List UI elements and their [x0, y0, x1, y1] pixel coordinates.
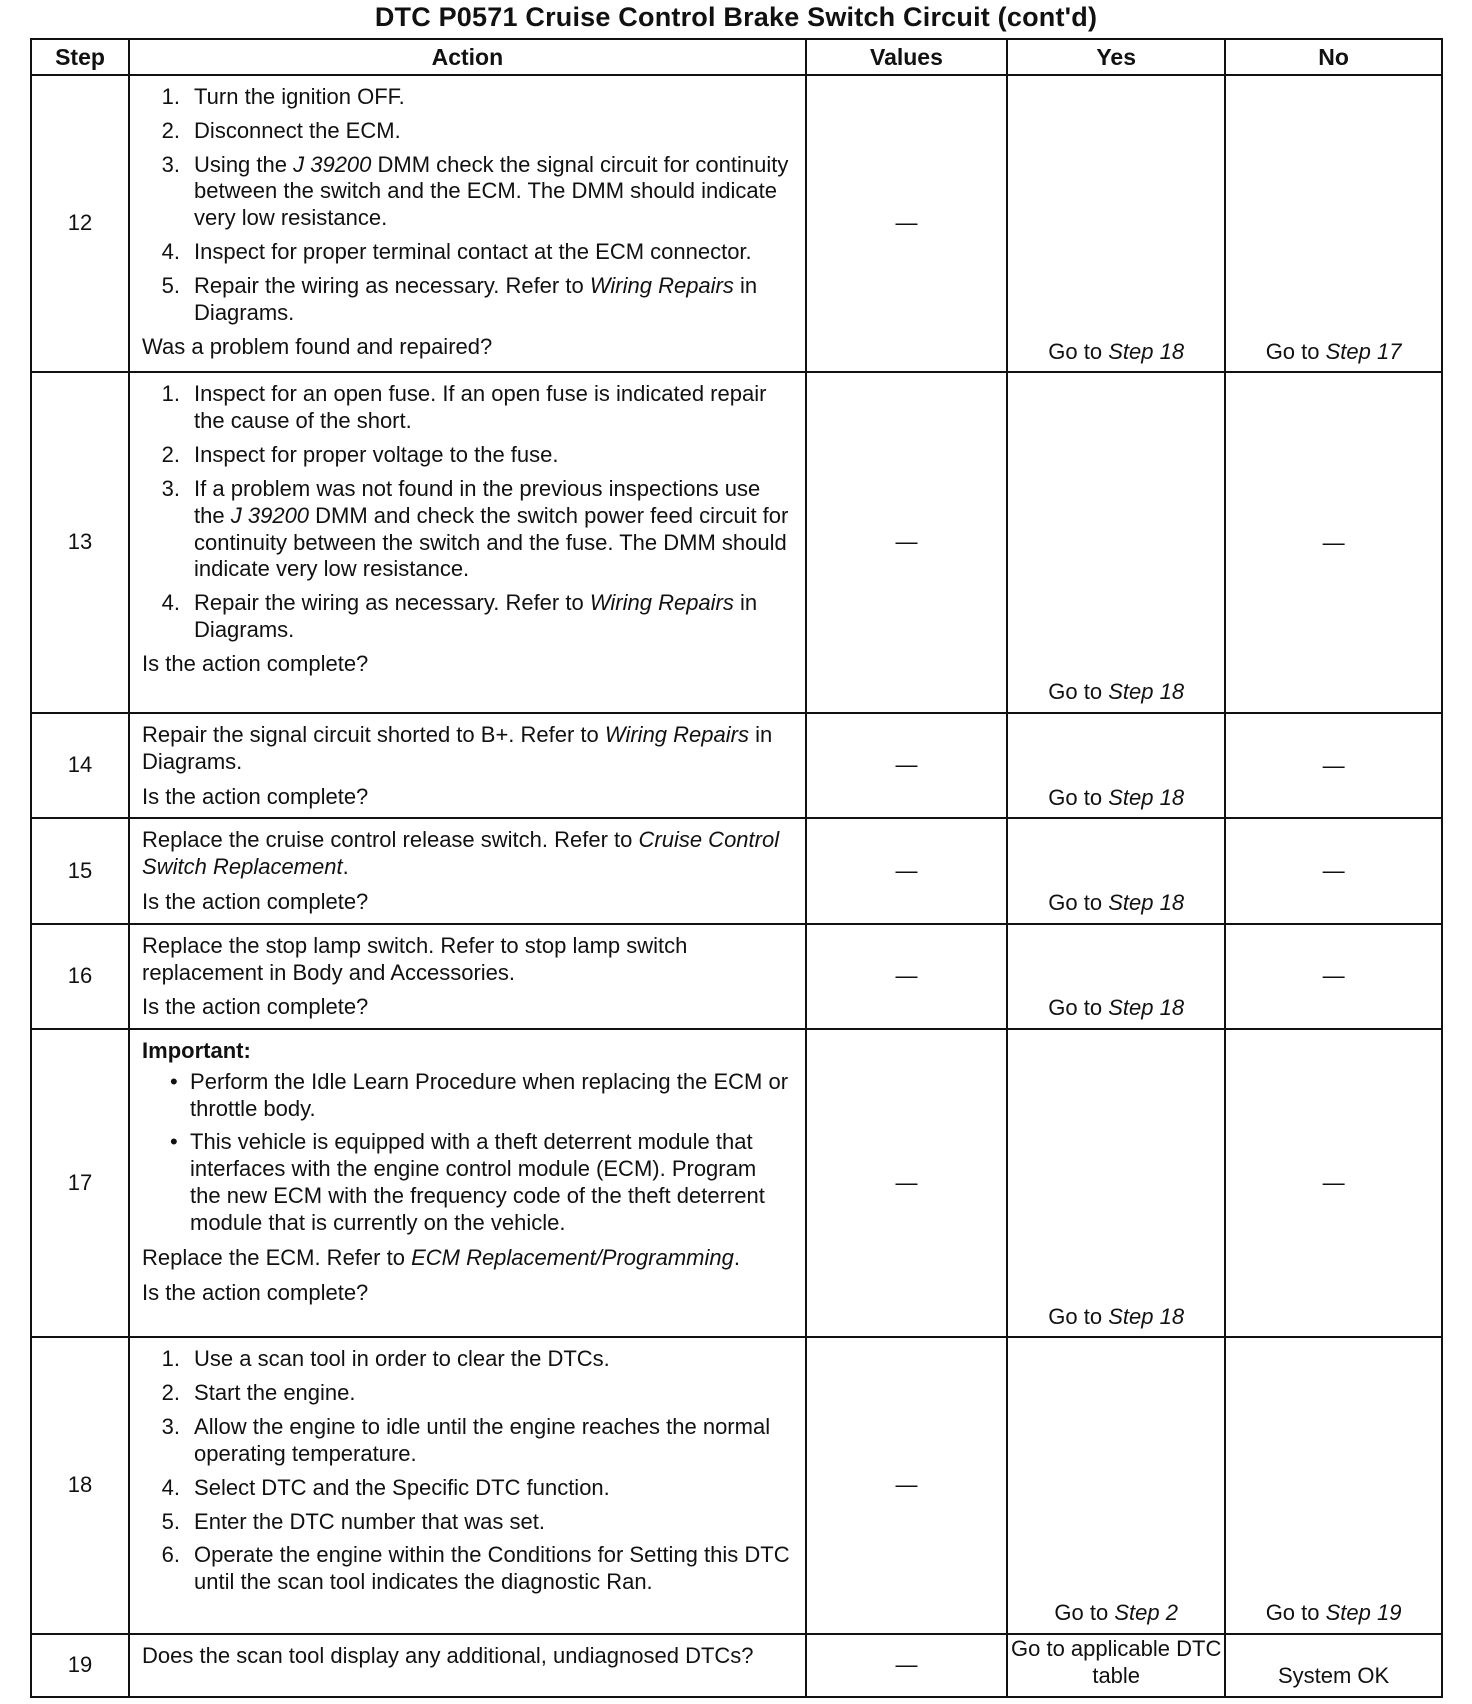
values-cell: — [806, 372, 1008, 713]
yes-cell: Go to Step 18 [1007, 75, 1225, 372]
action-cell: Important: • Perform the Idle Learn Procedure when replacing the ECM or throttle body. • This vehicle is equipped with a theft deterrent module that interfaces with the engine control module (ECM). Program the new ECM with the frequency code of the theft deterrent module that is currently on the vehicle. Replace the ECM. Refer to ECM Replacement/Programming. Is the action complete? [129, 1029, 806, 1337]
no-cell: Go to Step 19 [1225, 1337, 1442, 1633]
table-row [31, 818, 1442, 923]
header-yes: Yes [1007, 39, 1225, 75]
values-cell: — [806, 1029, 1008, 1337]
step-number: 18 [31, 1337, 129, 1633]
table-row [31, 1029, 1442, 1337]
step-number: 13 [31, 372, 129, 713]
table-row [31, 1634, 1442, 1697]
yes-cell: Go to Step 18 [1007, 924, 1225, 1029]
no-cell: — [1225, 924, 1442, 1029]
header-step: Step [31, 39, 129, 75]
step-number: 17 [31, 1029, 129, 1337]
header-values: Values [806, 39, 1008, 75]
action-cell: 1. Use a scan tool in order to clear the DTCs. 2. Start the engine. 3. Allow the engine to idle until the engine reaches the normal operating temperature. 4. Select DTC and the Specific DTC function. 5. Enter the DTC number that was set. 6. Operate the engine within the Conditions for Setting this DTC until the scan tool indicates the diagnostic Ran. [129, 1337, 806, 1633]
step-number: 19 [31, 1634, 129, 1697]
values-cell: — [806, 75, 1008, 372]
step-number: 15 [31, 818, 129, 923]
yes-cell: Go to applicable DTC table [1007, 1634, 1225, 1697]
step-number: 16 [31, 924, 129, 1029]
table-header-row [31, 39, 1442, 75]
yes-cell: Go to Step 2 [1007, 1337, 1225, 1633]
values-cell: — [806, 713, 1008, 818]
header-no: No [1225, 39, 1442, 75]
no-cell: System OK [1225, 1634, 1442, 1697]
no-cell: — [1225, 372, 1442, 713]
table-row [31, 924, 1442, 1029]
no-cell: — [1225, 818, 1442, 923]
action-cell: 1. Inspect for an open fuse. If an open fuse is indicated repair the cause of the short. 2. Inspect for proper voltage to the fuse. 3. If a problem was not found in the previous inspections use the J 39200 DMM and check the switch power feed circuit for continuity between the switch and the fuse. The DMM should indicate very low resistance. 4. Repair the wiring as necessary. Refer to Wiring Repairs in Diagrams. Is the action complete? [129, 372, 806, 713]
header-action: Action [129, 39, 806, 75]
table-row [31, 372, 1442, 713]
dtc-table [30, 38, 1443, 1698]
yes-cell: Go to Step 18 [1007, 713, 1225, 818]
values-cell: — [806, 924, 1008, 1029]
page-title: DTC P0571 Cruise Control Brake Switch Circuit (cont'd) [374, 2, 1098, 32]
no-cell: — [1225, 713, 1442, 818]
step-number: 14 [31, 713, 129, 818]
step-number: 12 [31, 75, 129, 372]
no-cell: Go to Step 17 [1225, 75, 1442, 372]
action-cell: Replace the stop lamp switch. Refer to stop lamp switch replacement in Body and Accessories. Is the action complete? [129, 924, 806, 1029]
values-cell: — [806, 1337, 1008, 1633]
action-cell: Repair the signal circuit shorted to B+. Refer to Wiring Repairs in Diagrams. Is the action complete? [129, 713, 806, 818]
yes-cell: Go to Step 18 [1007, 818, 1225, 923]
action-cell: Replace the cruise control release switch. Refer to Cruise Control Switch Replacement. Is the action complete? [129, 818, 806, 923]
no-cell: — [1225, 1029, 1442, 1337]
yes-cell: Go to Step 18 [1007, 372, 1225, 713]
values-cell: — [806, 1634, 1008, 1697]
table-row [31, 1337, 1442, 1633]
values-cell: — [806, 818, 1008, 923]
yes-cell: Go to Step 18 [1007, 1029, 1225, 1337]
action-cell: 1. Turn the ignition OFF. 2. Disconnect the ECM. 3. Using the J 39200 DMM check the signal circuit for continuity between the switch and the ECM. The DMM should indicate very low resistance. 4. Inspect for proper terminal contact at the ECM connector. 5. Repair the wiring as necessary. Refer to Wiring Repairs in Diagrams. Was a problem found and repaired? [129, 75, 806, 372]
table-row [31, 75, 1442, 372]
action-cell: Does the scan tool display any additional, undiagnosed DTCs? [129, 1634, 806, 1697]
table-row [31, 713, 1442, 818]
